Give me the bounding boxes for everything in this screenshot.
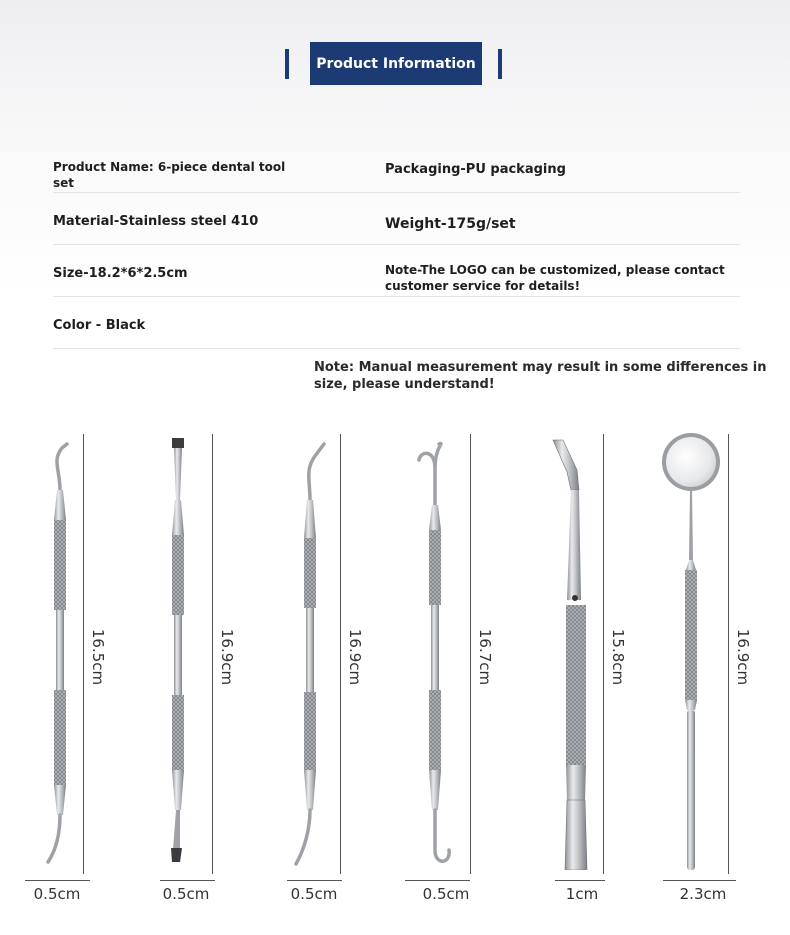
width-label: 1cm: [565, 885, 599, 903]
header-left-bar: [285, 49, 289, 79]
width-indicator: [405, 880, 470, 881]
length-indicator: [603, 434, 604, 874]
row-divider: [53, 192, 740, 193]
double-ended-sickle-probe-icon: [40, 430, 80, 870]
width-indicator: [25, 880, 90, 881]
width-indicator: [663, 880, 736, 881]
length-indicator: [212, 434, 213, 874]
length-indicator: [470, 434, 471, 874]
header-right-bar: [498, 49, 502, 79]
row-divider: [53, 244, 740, 245]
length-label: 16.9cm: [218, 628, 236, 686]
width-label: 0.5cm: [290, 885, 338, 903]
length-label: 16.9cm: [346, 628, 364, 686]
width-label: 0.5cm: [422, 885, 470, 903]
dental-mirror-icon: [658, 430, 728, 875]
width-indicator: [555, 880, 605, 881]
length-indicator: [83, 434, 84, 874]
width-label: 0.5cm: [162, 885, 210, 903]
width-label: 2.3cm: [679, 885, 727, 903]
double-ended-hook-probe-icon: [415, 430, 455, 870]
tweezers-icon: [545, 430, 605, 870]
spec-logo-note: Note-The LOGO can be customized, please contact customer service for details!: [385, 263, 725, 293]
length-label: 16.5cm: [89, 628, 107, 686]
length-label: 15.8cm: [609, 628, 627, 686]
measurement-note: Note: Manual measurement may result in some differences in size, please understand!: [314, 360, 767, 392]
spec-size: Size-18.2*6*2.5cm: [53, 266, 188, 281]
row-divider: [53, 348, 740, 349]
double-ended-spatula-icon: [158, 430, 198, 870]
length-indicator: [340, 434, 341, 874]
length-label: 16.9cm: [734, 628, 752, 686]
spec-weight: Weight-175g/set: [385, 216, 516, 232]
spec-material: Material-Stainless steel 410: [53, 214, 259, 229]
width-indicator: [287, 880, 342, 881]
width-label: 0.5cm: [33, 885, 81, 903]
double-ended-scaler-icon: [290, 430, 330, 870]
length-label: 16.7cm: [476, 628, 494, 686]
row-divider: [53, 296, 740, 297]
spec-product-name: Product Name: 6-piece dental tool set: [53, 160, 286, 190]
spec-color: Color - Black: [53, 318, 146, 333]
width-indicator: [160, 880, 215, 881]
spec-packaging: Packaging-PU packaging: [385, 162, 566, 177]
length-indicator: [728, 434, 729, 874]
section-title: Product Information: [310, 42, 482, 85]
